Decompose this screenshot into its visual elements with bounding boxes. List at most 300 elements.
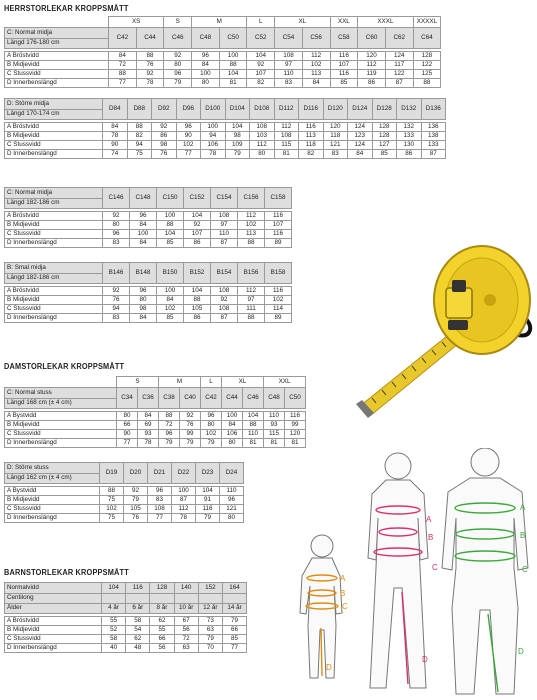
- size-label: L: [247, 17, 275, 28]
- size-code: C42: [201, 388, 222, 409]
- size-code: D84: [103, 99, 128, 120]
- measure-value: 80: [164, 61, 192, 70]
- man-letter-b: B: [520, 531, 526, 540]
- measure-value: 77: [222, 644, 246, 653]
- size-code: D20: [124, 463, 148, 484]
- size-header-blank: [5, 17, 109, 28]
- measure-value: 99: [285, 421, 306, 430]
- measure-label: D Innerbenslängd: [5, 514, 100, 523]
- measure-value: 113: [238, 230, 265, 239]
- measure-value: 63: [198, 626, 222, 635]
- measure-value: 106: [222, 430, 243, 439]
- measure-value: 70: [198, 644, 222, 653]
- measure-value: 75: [127, 150, 152, 159]
- measure-value: 132: [397, 123, 422, 132]
- measure-value: 97: [238, 296, 265, 305]
- measure-value: 81: [219, 79, 247, 88]
- measure-value: 100: [172, 487, 196, 496]
- table-row: [5, 505, 244, 514]
- table-group-label: C: Normal midja: [5, 188, 103, 199]
- women-section-title: DAMSTORLEKAR KROPPSMÅTT: [4, 362, 125, 371]
- age-value: 10 år: [174, 604, 198, 614]
- header-filler: [198, 594, 222, 604]
- size-label: XL: [222, 377, 264, 388]
- size-code: D22: [172, 463, 196, 484]
- measure-value: 116: [330, 52, 358, 61]
- measure-value: 108: [211, 287, 238, 296]
- header-filler: [150, 594, 174, 604]
- measure-value: 96: [159, 430, 180, 439]
- size-code: D104: [225, 99, 250, 120]
- measure-value: 110: [211, 230, 238, 239]
- size-code: 128: [150, 583, 174, 594]
- measure-value: 96: [176, 123, 201, 132]
- measure-value: 92: [180, 412, 201, 421]
- measure-value: 79: [222, 617, 246, 626]
- table-row: [5, 52, 441, 61]
- measure-value: 88: [184, 296, 211, 305]
- table-length-label: Längd 182-186 cm: [5, 274, 103, 284]
- size-code: C62: [385, 28, 413, 49]
- measure-value: 138: [421, 132, 446, 141]
- measure-value: 96: [103, 230, 130, 239]
- measure-value: 79: [196, 514, 220, 523]
- table-row: [5, 132, 446, 141]
- measure-value: 79: [180, 439, 201, 448]
- measure-label: D Innerbenslängd: [5, 79, 109, 88]
- size-code: C158: [265, 188, 292, 209]
- size-code: B152: [184, 263, 211, 284]
- measure-value: 110: [243, 430, 264, 439]
- measure-value: 128: [413, 52, 441, 61]
- size-code: C36: [138, 388, 159, 409]
- measure-value: 58: [102, 635, 126, 644]
- measure-value: 82: [247, 79, 275, 88]
- measure-value: 88: [413, 79, 441, 88]
- men-section-title: HERRSTORLEKAR KROPPSMÅTT: [4, 4, 129, 13]
- woman-letter-a: A: [426, 515, 432, 524]
- measure-label: A Bystvidd: [5, 412, 117, 421]
- size-header-row: [5, 17, 441, 28]
- header-filler: [174, 594, 198, 604]
- size-code: D92: [152, 99, 177, 120]
- size-code: 140: [174, 583, 198, 594]
- measure-value: 115: [264, 430, 285, 439]
- measure-value: 92: [164, 52, 192, 61]
- measure-value: 104: [157, 230, 184, 239]
- measure-value: 116: [265, 287, 292, 296]
- size-label: XL: [275, 17, 330, 28]
- table-group-label: D: Större stuss: [5, 463, 100, 474]
- header-filler: [222, 594, 246, 604]
- measure-label: C Stussvidd: [5, 230, 103, 239]
- measure-value: 84: [192, 61, 220, 70]
- woman-letter-d: D: [422, 655, 428, 664]
- table-group-label: C: Normal stuss: [5, 388, 117, 399]
- measure-value: 83: [103, 239, 130, 248]
- measure-value: 112: [250, 141, 275, 150]
- size-code: C64: [413, 28, 441, 49]
- table-row: [5, 150, 446, 159]
- table-header-row: [5, 583, 247, 594]
- measure-value: 86: [358, 79, 386, 88]
- measure-value: 116: [196, 505, 220, 514]
- measure-value: 104: [247, 52, 275, 61]
- measure-value: 116: [330, 70, 358, 79]
- women-table-d-stor-stuss: [4, 462, 244, 523]
- measure-value: 93: [264, 421, 285, 430]
- measure-value: 94: [103, 305, 130, 314]
- table-row: [5, 239, 292, 248]
- age-value: 4 år: [102, 604, 126, 614]
- measure-value: 108: [211, 305, 238, 314]
- measure-value: 100: [157, 287, 184, 296]
- size-code: D24: [220, 463, 244, 484]
- measure-value: 80: [103, 221, 130, 230]
- measure-value: 102: [176, 141, 201, 150]
- measure-value: 66: [222, 626, 246, 635]
- size-code: C42: [109, 28, 137, 49]
- measure-value: 55: [102, 617, 126, 626]
- size-code: 116: [126, 583, 150, 594]
- measure-value: 102: [238, 221, 265, 230]
- table-row: [5, 626, 247, 635]
- size-label: XXL: [330, 17, 358, 28]
- child-letter-c: C: [342, 602, 348, 611]
- age-value: 8 år: [150, 604, 174, 614]
- measure-value: 105: [184, 305, 211, 314]
- size-code: C146: [103, 188, 130, 209]
- table-header-row: [5, 28, 441, 39]
- measure-value: 97: [275, 61, 303, 70]
- measure-value: 85: [372, 150, 397, 159]
- size-code: D112: [274, 99, 299, 120]
- measure-value: 133: [397, 132, 422, 141]
- measure-value: 118: [323, 132, 348, 141]
- measure-label: D Innerbenslängd: [5, 239, 103, 248]
- measure-value: 88: [157, 221, 184, 230]
- measure-label: C Stussvidd: [5, 141, 103, 150]
- size-header-row: [5, 377, 306, 388]
- measure-label: A Bröstvidd: [5, 617, 102, 626]
- measure-value: 108: [211, 212, 238, 221]
- measure-value: 124: [385, 52, 413, 61]
- size-code: B146: [103, 263, 130, 284]
- measure-value: 75: [100, 514, 124, 523]
- table-row: [5, 635, 247, 644]
- table-length-label: Längd 162 cm (± 4 cm): [5, 474, 100, 484]
- measuring-tape-image: [350, 228, 535, 428]
- header-filler: [126, 594, 150, 604]
- table-header-row: [5, 388, 306, 399]
- measure-value: 112: [238, 287, 265, 296]
- header-filler: [102, 594, 126, 604]
- body-measurement-figures: [292, 448, 537, 696]
- measure-value: 96: [148, 487, 172, 496]
- kids-section-title: BARNSTORLEKAR KROPPSMÅTT: [4, 568, 129, 577]
- measure-label: B Midjevidd: [5, 496, 100, 505]
- measure-label: B Midjevidd: [5, 421, 117, 430]
- measure-value: 85: [157, 239, 184, 248]
- measure-value: 99: [180, 430, 201, 439]
- size-code: C40: [180, 388, 201, 409]
- measure-value: 123: [348, 132, 373, 141]
- measure-value: 76: [136, 61, 164, 70]
- measure-value: 106: [201, 141, 226, 150]
- measure-value: 118: [299, 141, 324, 150]
- measure-value: 52: [102, 626, 126, 635]
- measure-value: 136: [421, 123, 446, 132]
- measure-value: 56: [150, 644, 174, 653]
- measure-value: 81: [274, 150, 299, 159]
- measure-value: 72: [174, 635, 198, 644]
- measure-value: 100: [222, 412, 243, 421]
- measure-value: 92: [124, 487, 148, 496]
- measure-value: 112: [358, 61, 386, 70]
- kids-table: [4, 582, 247, 653]
- measure-value: 84: [157, 296, 184, 305]
- measure-value: 98: [225, 132, 250, 141]
- measure-value: 100: [157, 212, 184, 221]
- measure-label: A Bystvidd: [5, 487, 100, 496]
- measure-value: 88: [100, 487, 124, 496]
- measure-value: 113: [299, 132, 324, 141]
- measure-value: 77: [109, 79, 137, 88]
- table-row: [5, 421, 306, 430]
- measure-value: 133: [421, 141, 446, 150]
- table-row: [5, 430, 306, 439]
- measure-value: 77: [148, 514, 172, 523]
- men-table-b-smal: [4, 262, 292, 323]
- measure-value: 124: [348, 123, 373, 132]
- table-header-row: [5, 99, 446, 110]
- measure-label: C Stussvidd: [5, 635, 102, 644]
- measure-value: 78: [172, 514, 196, 523]
- measure-value: 108: [275, 52, 303, 61]
- measure-value: 100: [219, 52, 247, 61]
- size-label: M: [192, 17, 247, 28]
- table-row: [5, 514, 244, 523]
- age-value: 6 år: [126, 604, 150, 614]
- size-code: C148: [130, 188, 157, 209]
- measure-value: 84: [302, 79, 330, 88]
- measure-value: 76: [152, 150, 177, 159]
- woman-letter-b: B: [428, 533, 434, 542]
- measure-value: 48: [126, 644, 150, 653]
- measure-value: 92: [247, 61, 275, 70]
- measure-value: 69: [138, 421, 159, 430]
- measure-value: 107: [184, 230, 211, 239]
- measure-value: 90: [103, 141, 128, 150]
- measure-value: 85: [222, 635, 246, 644]
- measure-value: 79: [124, 496, 148, 505]
- measure-value: 80: [117, 412, 138, 421]
- measure-value: 102: [157, 305, 184, 314]
- measure-value: 105: [124, 505, 148, 514]
- measure-value: 88: [243, 421, 264, 430]
- measure-value: 73: [198, 617, 222, 626]
- measure-value: 96: [164, 70, 192, 79]
- size-code: B158: [265, 263, 292, 284]
- measure-value: 62: [126, 635, 150, 644]
- table-header-row-2: [5, 594, 247, 604]
- measure-label: A Bröstvidd: [5, 123, 103, 132]
- measure-value: 103: [250, 132, 275, 141]
- measure-value: 58: [126, 617, 150, 626]
- measure-label: B Midjevidd: [5, 626, 102, 635]
- size-code: B156: [238, 263, 265, 284]
- measure-value: 79: [225, 150, 250, 159]
- size-code: D136: [421, 99, 446, 120]
- measure-value: 102: [201, 430, 222, 439]
- measure-value: 72: [159, 421, 180, 430]
- table-row: [5, 61, 441, 70]
- measure-value: 88: [238, 314, 265, 323]
- size-code: C48: [264, 388, 285, 409]
- measure-value: 87: [421, 150, 446, 159]
- size-label: XXL: [264, 377, 306, 388]
- measure-value: 108: [250, 123, 275, 132]
- table-row: [5, 141, 446, 150]
- measure-value: 77: [117, 439, 138, 448]
- table-row: [5, 287, 292, 296]
- table-length-label: Längd 176-180 cm: [5, 39, 109, 49]
- table-row: [5, 221, 292, 230]
- measure-value: 74: [103, 150, 128, 159]
- measure-value: 84: [130, 314, 157, 323]
- measure-value: 104: [184, 212, 211, 221]
- size-label: XS: [109, 17, 164, 28]
- measure-value: 72: [109, 61, 137, 70]
- measure-value: 122: [385, 70, 413, 79]
- measure-value: 107: [265, 221, 292, 230]
- size-label: S: [117, 377, 159, 388]
- measure-value: 88: [136, 52, 164, 61]
- measure-value: 83: [148, 496, 172, 505]
- size-code: D116: [299, 99, 324, 120]
- measure-value: 121: [323, 141, 348, 150]
- measure-value: 93: [138, 430, 159, 439]
- measure-value: 98: [152, 141, 177, 150]
- age-value: 12 år: [198, 604, 222, 614]
- table-header-row: [5, 188, 292, 199]
- measure-value: 122: [413, 61, 441, 70]
- measure-value: 90: [176, 132, 201, 141]
- measure-value: 115: [274, 141, 299, 150]
- measure-value: 90: [117, 430, 138, 439]
- measure-value: 121: [220, 505, 244, 514]
- size-code: C156: [238, 188, 265, 209]
- measure-value: 86: [184, 314, 211, 323]
- table-length-label: Längd 182-186 cm: [5, 199, 103, 209]
- measure-value: 108: [274, 132, 299, 141]
- size-code: B150: [157, 263, 184, 284]
- measure-value: 109: [225, 141, 250, 150]
- measure-value: 96: [192, 52, 220, 61]
- measure-value: 81: [285, 439, 306, 448]
- measure-value: 91: [196, 496, 220, 505]
- measure-value: 116: [265, 230, 292, 239]
- measure-label: B Midjevidd: [5, 132, 103, 141]
- measure-value: 54: [126, 626, 150, 635]
- table-row: [5, 496, 244, 505]
- size-label: S: [164, 17, 192, 28]
- measure-value: 112: [172, 505, 196, 514]
- measure-value: 112: [238, 212, 265, 221]
- table-row: [5, 230, 292, 239]
- measure-value: 66: [117, 421, 138, 430]
- measure-value: 79: [159, 439, 180, 448]
- size-code: D88: [127, 99, 152, 120]
- size-code: D108: [250, 99, 275, 120]
- man-letter-c: C: [522, 565, 528, 574]
- measure-value: 113: [302, 70, 330, 79]
- measure-value: 87: [211, 239, 238, 248]
- measure-value: 83: [103, 314, 130, 323]
- table-group-label: D: Större midja: [5, 99, 103, 110]
- measure-label: C Stussvidd: [5, 505, 100, 514]
- measure-value: 86: [152, 132, 177, 141]
- measure-value: 66: [150, 635, 174, 644]
- measure-value: 104: [225, 123, 250, 132]
- measure-label: A Bröstvidd: [5, 287, 103, 296]
- measure-label: A Bröstvidd: [5, 52, 109, 61]
- size-code: 152: [198, 583, 222, 594]
- size-code: C56: [302, 28, 330, 49]
- measure-value: 104: [219, 70, 247, 79]
- measure-label: C Stussvidd: [5, 70, 109, 79]
- measure-value: 81: [243, 439, 264, 448]
- measure-value: 78: [138, 439, 159, 448]
- measure-value: 80: [222, 439, 243, 448]
- size-code: D132: [397, 99, 422, 120]
- size-code: C54: [275, 28, 303, 49]
- women-table-c-normal-stuss: [4, 376, 306, 448]
- measure-value: 124: [348, 141, 373, 150]
- table-row: [5, 412, 306, 421]
- measure-value: 96: [130, 287, 157, 296]
- size-code: D21: [148, 463, 172, 484]
- measure-value: 119: [358, 70, 386, 79]
- measure-value: 112: [302, 52, 330, 61]
- measure-value: 88: [127, 123, 152, 132]
- measure-value: 102: [265, 296, 292, 305]
- measure-value: 116: [265, 212, 292, 221]
- size-code: D100: [201, 99, 226, 120]
- size-code: D23: [196, 463, 220, 484]
- size-code: C46: [164, 28, 192, 49]
- table-row: [5, 296, 292, 305]
- measure-value: 62: [150, 617, 174, 626]
- measure-value: 89: [265, 239, 292, 248]
- measure-value: 80: [130, 296, 157, 305]
- measure-value: 63: [174, 644, 198, 653]
- measure-value: 76: [124, 514, 148, 523]
- table-row: [5, 314, 292, 323]
- size-code: B148: [130, 263, 157, 284]
- measure-value: 102: [302, 61, 330, 70]
- measure-label: B Midjevidd: [5, 296, 103, 305]
- table-row: [5, 70, 441, 79]
- measure-value: 84: [109, 52, 137, 61]
- measure-label: C Stussvidd: [5, 430, 117, 439]
- measure-value: 88: [159, 412, 180, 421]
- table-group-label: B: Smal midja: [5, 263, 103, 274]
- size-code: C50: [285, 388, 306, 409]
- child-letter-b: B: [340, 589, 346, 598]
- measure-value: 120: [285, 430, 306, 439]
- table-row: [5, 644, 247, 653]
